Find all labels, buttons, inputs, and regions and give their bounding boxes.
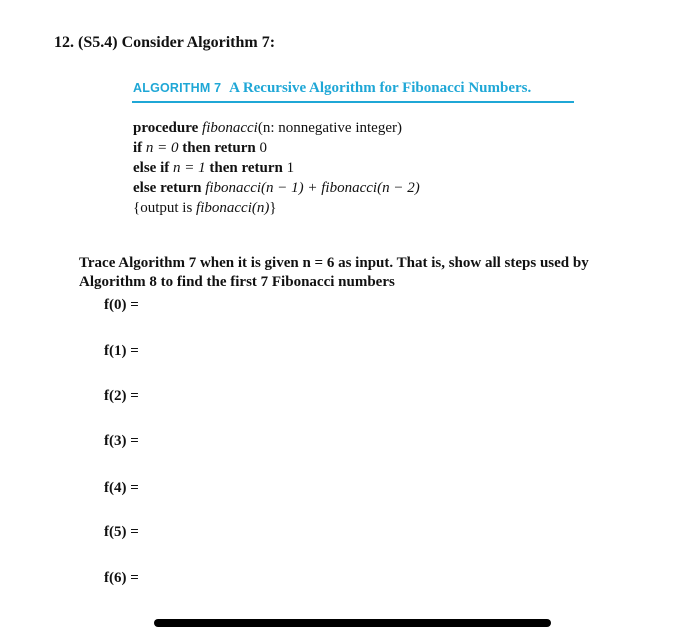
keyword-else-return: else return [133,180,202,196]
algorithm-underline [132,101,574,103]
algorithm-label: ALGORITHM 7 [133,81,222,95]
code-line-5 [133,198,420,218]
keyword-if: if [133,140,143,156]
answer-f0: f(0) = [104,297,139,313]
output-expression: fibonacci(n) [196,200,270,216]
keyword-procedure: procedure [133,120,199,136]
code-line-1 [133,118,420,138]
answer-f5: f(5) = [104,524,139,540]
algorithm-name: A Recursive Algorithm for Fibonacci Numbers. [229,80,532,96]
keyword-then-return: then return [182,140,256,156]
code-line-4 [133,178,420,198]
output-comment-open: {output is [133,200,193,216]
algorithm-code [133,118,420,218]
home-indicator-bar[interactable] [154,619,551,627]
return-value-1: 1 [286,160,295,176]
question-section: (S5.4) [78,34,118,51]
keyword-else-if: else if [133,160,170,176]
code-line-3 [133,158,420,178]
instruction-line-2: Algorithm 8 to find the first 7 Fibonacci numbers [79,274,395,290]
trace-instructions [79,254,589,292]
condition-n-equals-1: n = 1 [172,160,206,176]
algorithm-title [133,80,531,97]
output-comment-close: } [269,200,277,216]
condition-n-equals-0: n = 0 [145,140,179,156]
parameter-declaration: (n: nonnegative integer) [257,120,402,136]
answer-f3: f(3) = [104,433,139,449]
answer-f6: f(6) = [104,570,139,586]
answer-f2: f(2) = [104,388,139,404]
question-heading [54,34,275,52]
answer-f1: f(1) = [104,343,139,359]
answer-f4: f(4) = [104,480,139,496]
code-line-2 [133,138,420,158]
question-number: 12. [54,34,74,51]
keyword-then-return-2: then return [209,160,283,176]
return-value-0: 0 [259,140,268,156]
instruction-line-1: Trace Algorithm 7 when it is given n = 6 as input. That is, show all steps used by [79,255,589,271]
recursive-expression: fibonacci(n − 1) + fibonacci(n − 2) [205,180,420,196]
function-name: fibonacci [202,120,258,136]
question-prompt: Consider Algorithm 7: [121,34,276,51]
